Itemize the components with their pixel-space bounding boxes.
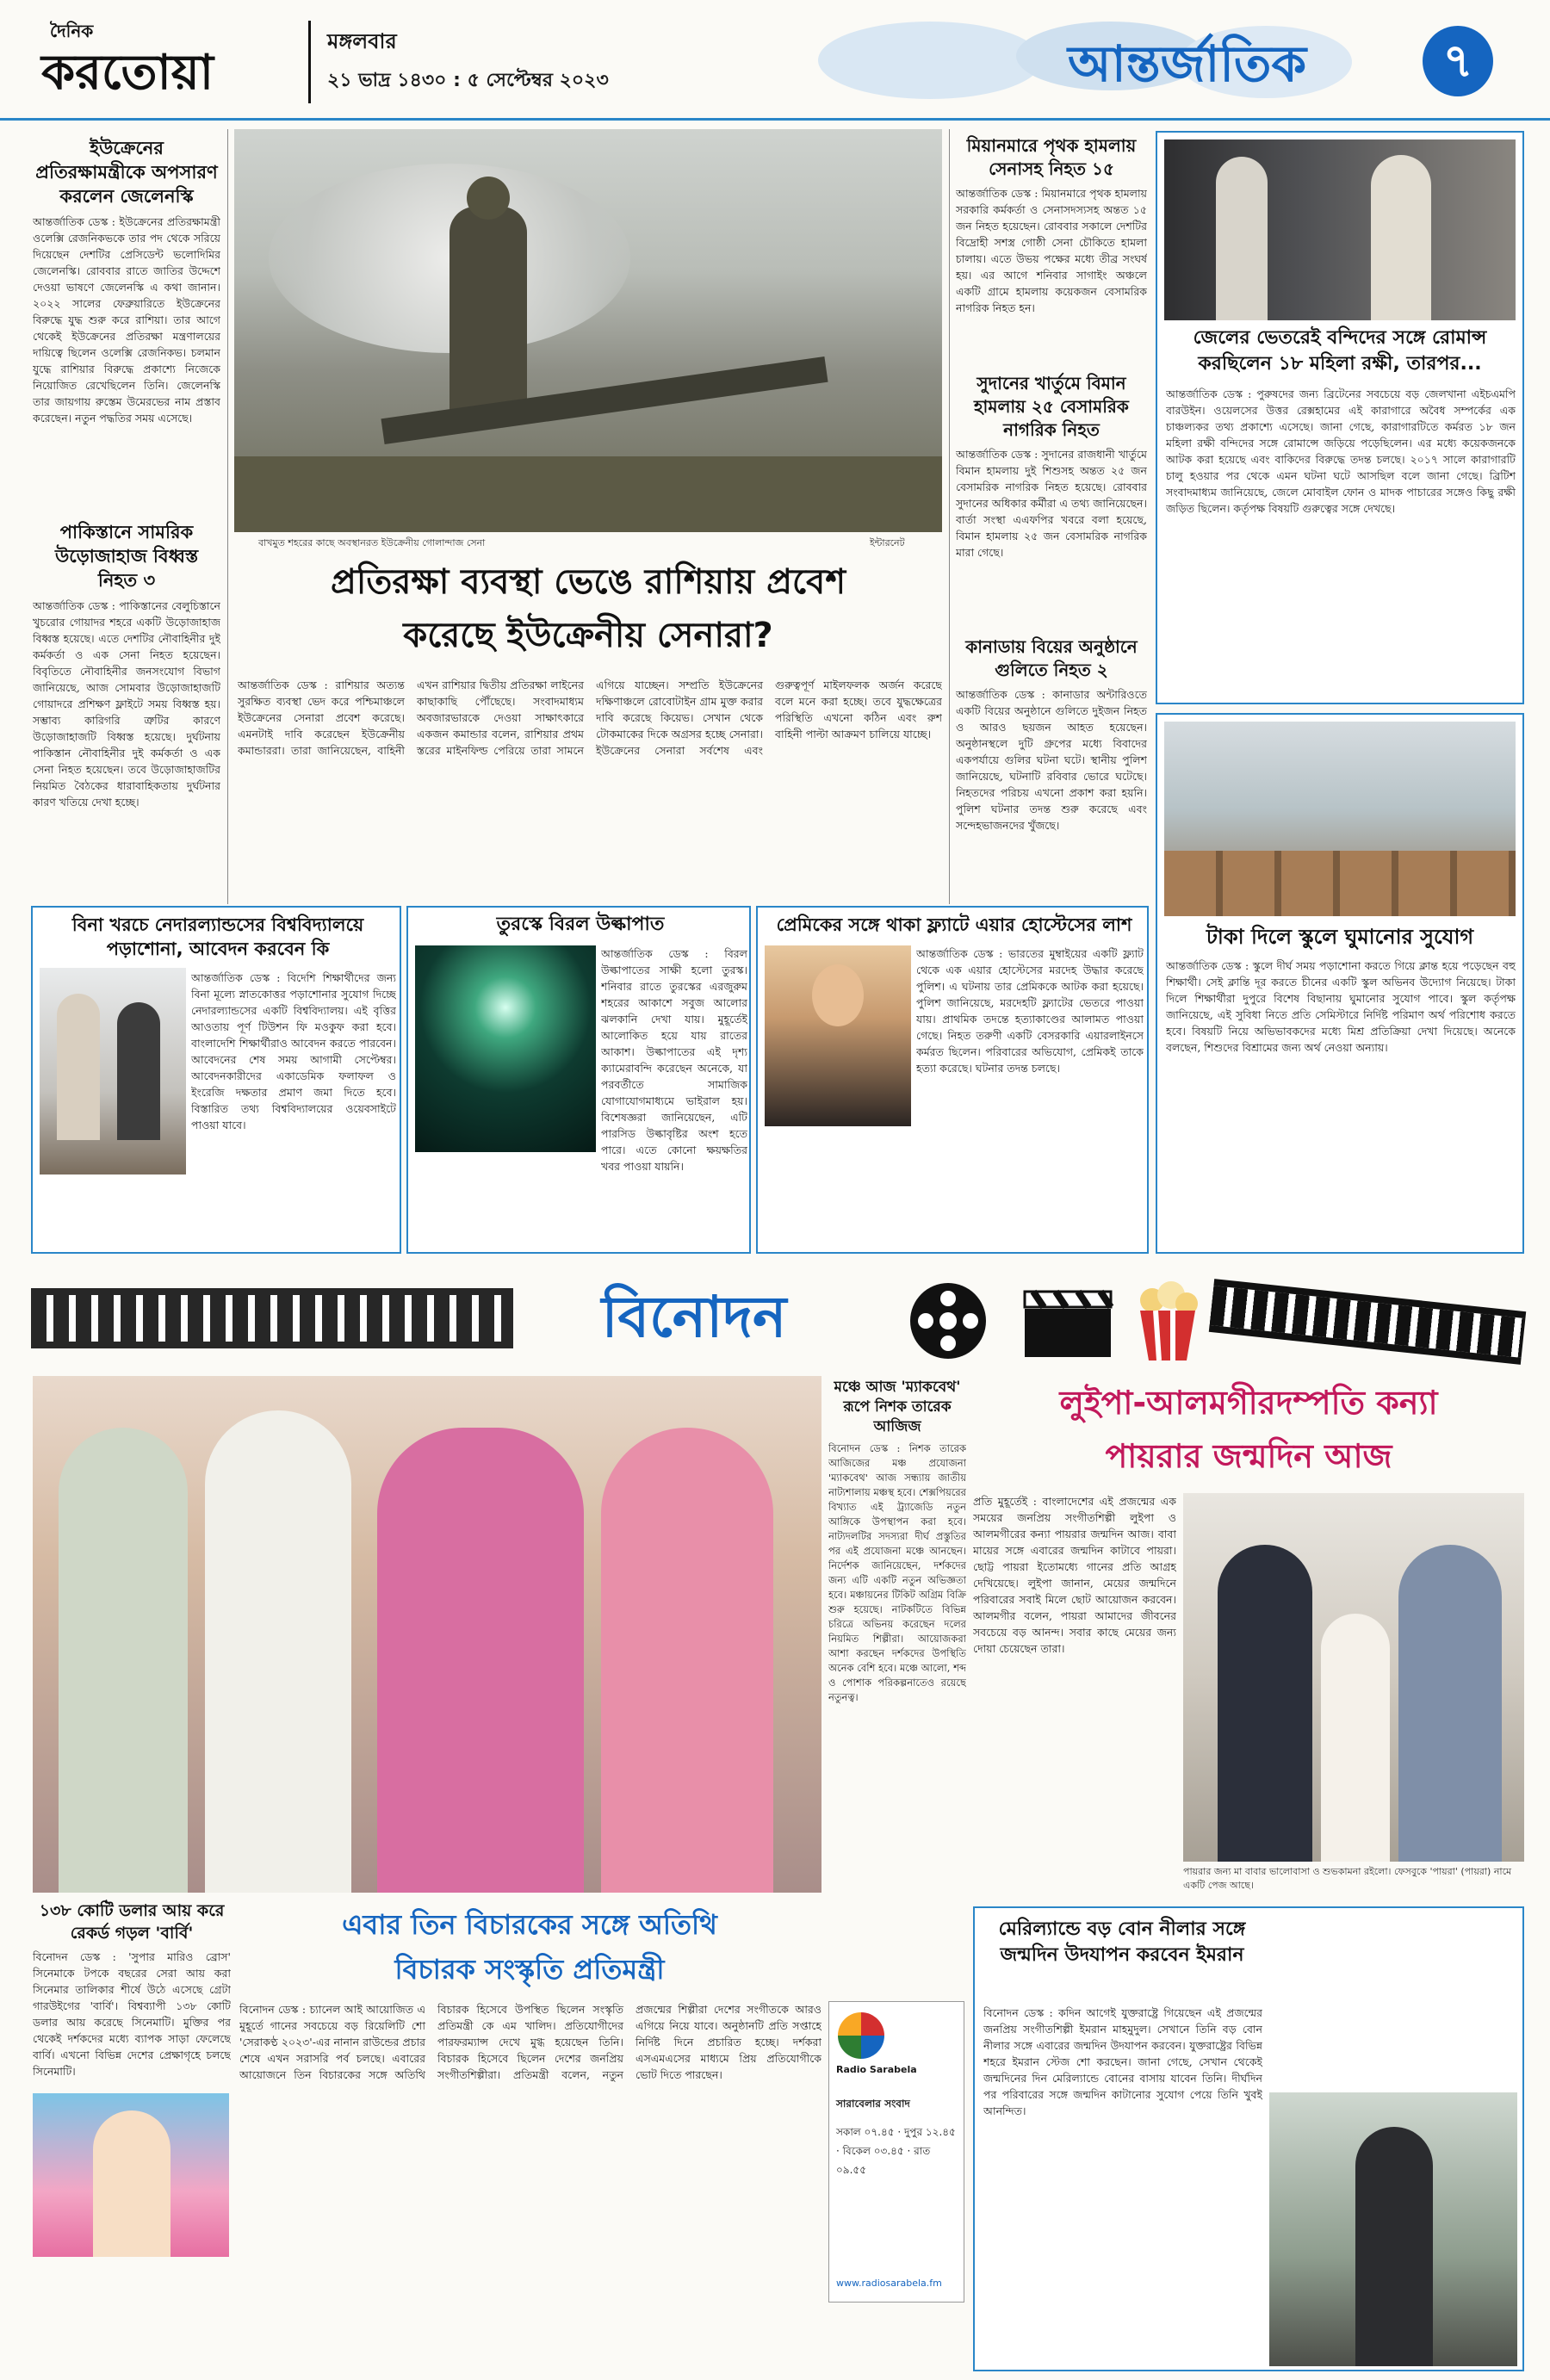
headline: বিনা খরচে নেদারল্যান্ডসের বিশ্ববিদ্যালয়ে পড়াশোনা, আবেদন করবেন কি — [71, 914, 364, 959]
banner-title: বিনোদন — [513, 1281, 875, 1354]
judge-headline-line2: বিচারক সংস্কৃতি প্রতিমন্ত্রী — [394, 1953, 665, 1986]
radio-times: সকাল ০৭.৪৫ · দুপুর ১২.৪৫ · বিকেল ০৩.৪৫ · রাত ০৯.৫৫ — [836, 2126, 956, 2176]
headline: ইউক্রেনের প্রতিরক্ষামন্ত্রীকে অপসারণ করলেন জেলেনস্কি — [35, 138, 218, 207]
masthead — [0, 0, 1550, 121]
jail-photo — [1164, 139, 1516, 320]
logo — [41, 19, 291, 101]
article-body: আন্তর্জাতিক ডেস্ক : ইউক্রেনের প্রতিরক্ষামন্ত্রী ওলেক্সি রেজনিকভকে তার পদ থেকে সরিয়ে দিয়েছেন দেশটির প্রেসিডেন্ট ভলোদিমির জেলেনস্কি। রোববার রাতে জাতির উদ্দেশে দেওয়া ভাষণে জেলেনস্কি এ কথা জানান। ২০২২ সালের ফেব্রুয়ারিতে ইউক্রেনের বিরুদ্ধে যুদ্ধ শুরু করে রাশিয়া। তার আগে থেকেই ইউক্রেনের প্রতিরক্ষা মন্ত্রণালয়ের দায়িত্বে ছিলেন ওলেক্সি রেজনিকভ। চলমান যুদ্ধে রাশিয়ার বিরুদ্ধে প্রকাশ্যে নিজেকে নিয়োজিত রেখেছিলেন তিনি। জেলেনস্কি তার জায়গায় রুস্তেম উমেরভের নাম প্রস্তাব করেছেন। নতুন পদ্ধতির সময় এসেছে। — [33, 215, 220, 425]
main-article-body: আন্তর্জাতিক ডেস্ক : রাশিয়ার অত্যন্ত সুরক্ষিত ব্যবস্থা ভেদ করে পশ্চিমাঞ্চলে ইউক্রেনের সেনারা প্রবেশ করেছে। এমনটাই দাবি করেছেন ইউক্রেনীয় কমান্ডাররা। তারা জানিয়েছেন, বাহিনী এখন রাশিয়ার দ্বিতীয় প্রতিরক্ষা লাইনের কাছাকাছি পৌঁছেছে। সংবাদমাধ্যম অবজারভারকে দেওয়া সাক্ষাৎকারে একজন কমান্ডার বলেন, রাশিয়ার প্রথম স্তরের মাইনফিল্ড পেরিয়ে তারা সামনে এগিয়ে যাচ্ছেন। সম্প্রতি ইউক্রেনের দক্ষিণাঞ্চলে রোবোটাইন গ্রাম মুক্ত করার দাবি করেছে কিয়েভ। সেখান থেকে টোকমাকের দিকে অগ্রসর হচ্ছে সেনারা। ইউক্রেনের সেনারা সর্বশেষ এবং গুরুত্বপূর্ণ মাইলফলক অর্জন করেছে বলে মনে করা হচ্ছে। তবে যুদ্ধক্ষেত্রের পরিস্থিতি এখনো কঠিন এবং রুশ বাহিনী পাল্টা আক্রমণ চালিয়ে যাচ্ছে। — [238, 679, 942, 757]
students-luggage-photo — [40, 968, 186, 1175]
article-jail-box — [1156, 131, 1524, 704]
logo-main: করতোয়া — [41, 45, 214, 101]
hostess-photo — [765, 945, 911, 1126]
meteor-photo — [415, 945, 596, 1152]
clapperboard-icon — [1021, 1286, 1116, 1360]
article-canada — [956, 635, 1147, 889]
headline: সুদানের খার্তুমে বিমান হামলায় ২৫ বেসামরিক নাগরিক নিহত — [974, 373, 1129, 440]
article-body: আন্তর্জাতিক ডেস্ক : স্কুলে দীর্ঘ সময় পড়াশোনা করতে গিয়ে ক্লান্ত হয়ে পড়েছেন বহু শিক্ষার্থী। সেই ক্লান্তি দূর করতে চীনের একটি স্কুল অভিনব উদ্যোগ নিয়েছে। টাকা দিলে শিক্ষার্থীরা দুপুরে বিশেষ বিছানায় ঘুমানোর সুযোগ পাবে। স্কুল কর্তৃপক্ষ জানিয়েছে, এই সুবিধা নিতে প্রতি সেমিস্টারে নির্দিষ্ট পরিমাণ অর্থ পরিশোধ করতে হবে। বিষয়টি নিয়ে অভিভাবকদের মধ্যে মিশ্র প্রতিক্রিয়া দেখা দিয়েছে। অনেকে বলছেন, শিশুদের বিশ্রামের জন্য অর্থ নেওয়া অন্যায়। — [1166, 959, 1516, 1054]
luipa-article-body: প্রতি মুহূর্তেই : বাংলাদেশের এই প্রজন্মের এক সময়ের জনপ্রিয় সংগীতশিল্পী লুইপা ও আলমগীরের কন্যা পায়রার জন্মদিন আজ। বাবা মায়ের সঙ্গে এবারের জন্মদিন কাটাবে পায়রা। ছোট্ট পায়রা ইতোমধ্যে গানের প্রতি আগ্রহ দেখিয়েছে। লুইপা জানান, মেয়ের জন্মদিনে পরিবারের সবাই মিলে ছোট আয়োজন করবেন। আলমগীর বলেন, পায়রা আমাদের জীবনের সবচেয়ে বড় আনন্দ। সবার কাছে মেয়ের জন্য দোয়া চেয়েছেন তারা। — [973, 1495, 1176, 1655]
barbie-photo — [33, 2093, 229, 2257]
section-title: আন্তর্জাতিক — [1068, 34, 1307, 93]
masthead-date: ২১ ভাদ্র ১৪৩০ : ৫ সেপ্টেম্বর ২০২৩ — [327, 70, 609, 91]
main-headline-line2: করেছে ইউক্রেনীয় সেনারা? — [403, 616, 773, 655]
celebrities-photo — [33, 1376, 822, 1893]
article-ukraine-minister — [33, 136, 220, 896]
headline: মিয়ানমারে পৃথক হামলায় সেনাসহ নিহত ১৫ — [966, 135, 1137, 179]
radio-ad — [828, 2001, 964, 2303]
radio-news-label: সারাবেলার সংবাদ — [836, 2098, 910, 2110]
film-strip-icon — [1209, 1279, 1526, 1365]
headline: ১৩৮ কোটি ডলার আয় করে রেকর্ড গড়ল 'বার্বি' — [39, 1901, 225, 1943]
logo-small: দৈনিক — [50, 21, 94, 41]
article-body: আন্তর্জাতিক ডেস্ক : মিয়ানমারে পৃথক হামলায় সরকারি কর্মকর্তা ও সেনাসদস্যসহ অন্তত ১৫ জন নিহত হয়েছেন। রোববার সকালে দেশটির বিদ্রোহী সশস্ত্র গোষ্ঠী সেনা চৌকিতে হামলা চালায়। এতে উভয় পক্ষের মধ্যে তীব্র সংঘর্ষ হয়। এর আগে শনিবার সাগাইং অঞ্চলে একটি গ্রামে হামলায় কয়েকজন বেসামরিক নাগরিক নিহত হন। — [956, 187, 1147, 314]
photo-caption: বাখমুত শহরের কাছে অবস্থানরত ইউক্রেনীয় গোলান্দাজ সেনা — [258, 537, 486, 549]
headline: প্রেমিকের সঙ্গে থাকা ফ্ল্যাটে এয়ার হোস্টেসের লাশ — [776, 914, 1132, 935]
judge-article-body: বিনোদন ডেস্ক : চ্যানেল আই আয়োজিত এ মুহূর্তে গানের সবচেয়ে বড় রিয়েলিটি শো 'সেরাকণ্ঠ ২০২৩'-এর নানান রাউন্ডের প্রচার শেষে এখন সরাসরি পর্ব চলছে। এবারের আয়োজনে তিন বিচারকের সঙ্গে অতিথি বিচারক হিসেবে উপস্থিত ছিলেন সংস্কৃতি প্রতিমন্ত্রী কে এম খালিদ। প্রতিযোগীদের পারফরম্যান্স দেখে মুগ্ধ হয়েছেন তিনি। বিচারক হিসেবে ছিলেন দেশের জনপ্রিয় সংগীতশিল্পীরা। প্রতিমন্ত্রী বলেন, নতুন প্রজন্মের শিল্পীরা দেশের সংগীতকে আরও এগিয়ে নিয়ে যাবে। অনুষ্ঠানটি প্রতি সপ্তাহে নির্দিষ্ট দিনে প্রচারিত হচ্ছে। দর্শকরা এসএমএসের মাধ্যমে প্রিয় প্রতিযোগীকে ভোট দিতে পারছেন। — [239, 2003, 822, 2081]
article-sudan — [956, 372, 1147, 646]
luipa-headline-line2: পায়রার জন্মদিন আজ — [1105, 1437, 1392, 1475]
radio-logo-icon — [838, 2012, 884, 2059]
article-body: আন্তর্জাতিক ডেস্ক : পাকিস্তানের বেলুচিস্তানে খুচরোর গোয়াদর শহরে একটি উড়োজাহাজ বিধ্বস্ত হয়েছে। এতে দেশটির নৌবাহিনীর দুই কর্মকর্তা ও এক সেনা নিহত হয়েছেন। বিবৃতিতে নৌবাহিনীর জনসংযোগ বিভাগ জানিয়েছে, আজ সোমবার উড়োজাহাজটি গোয়াদরে প্রশিক্ষণ ফ্লাইটে সময় বিধ্বস্ত হয়। সম্ভাব্য কারিগরি ত্রুটির কারণে উড়োজাহাজটি বিধ্বস্ত হয়েছে। দুর্ঘটনায় পাকিস্তান নৌবাহিনীর দুই কর্মকর্তা ও এক সেনা নিহত হয়েছেন। তবে উড়োজাহাজটির নিয়মিত বৈঠকের ধারাবাহিকতায় দুর্ঘটনার কারণ খতিয়ে দেখা হচ্ছে। — [33, 599, 220, 809]
luipa-headline-line1: লুইপা-আলমগীরদম্পতি কন্যা — [1059, 1384, 1438, 1422]
photo-credit: ইন্টারনেট — [870, 537, 905, 549]
article-body: আন্তর্জাতিক ডেস্ক : ভারতের মুম্বাইয়ের একটি ফ্ল্যাট থেকে এক এয়ার হোস্টেসের মরদেহ উদ্ধার করেছে পুলিশ। এ ঘটনায় তার প্রেমিককে আটক করা হয়েছে। পুলিশ জানিয়েছে, মরদেহটি ফ্ল্যাটের ভেতরে পাওয়া যায়। প্রাথমিক তদন্তে হত্যাকাণ্ডের আলামত পাওয়া গেছে। নিহত তরুণী একটি বেসরকারি এয়ারলাইনসে কর্মরত ছিলেন। পরিবারের অভিযোগ, প্রেমিকই তাকে হত্যা করেছে। ঘটনার তদন্ত চলছে। — [916, 947, 1144, 1075]
photo-caption: পায়রার জন্য মা বাবার ভালোবাসা ও শুভকামনা রইলো। ফেসবুকে 'পায়রা' (পায়রা) নামে একটি পেজ আছে। — [1183, 1866, 1512, 1891]
judge-headline-line1: এবার তিন বিচারকের সঙ্গে অতিথি — [342, 1908, 717, 1941]
film-reel-icon — [901, 1280, 995, 1362]
entertainment-banner — [31, 1273, 1524, 1367]
article-body: আন্তর্জাতিক ডেস্ক : পুরুষদের জন্য ব্রিটেনের সবচেয়ে বড় জেলখানা এইচএমপি বারউইন। ওয়েলসের উত্তর রেক্সহামের এই কারাগারে অবৈধ সম্পর্কের এক চাঞ্চল্যকর তথ্য প্রকাশ্যে এসেছে। জানা গেছে, কারাগারটিতে কর্মরত ১৮ জন মহিলা রক্ষী বন্দিদের সঙ্গে রোমান্সে জড়িয়ে পড়েছিলেন। এর মধ্যে কয়েকজনকে আটক করা হয়েছে এবং বাকিদের বিরুদ্ধে তদন্ত চলছে। ২০১৭ সালে কারাগারটি চালু হওয়ার পর থেকে এমন ঘটনা ঘটে আসছিল বলে জানা গেছে। ব্রিটিশ সংবাদমাধ্যম জানিয়েছে, জেলে মোবাইল ফোন ও মাদক পাচারের সঙ্গেও কিছু রক্ষী জড়িত ছিলেন। কর্তৃপক্ষ বিষয়টি গুরুত্বের সঙ্গে দেখছে। — [1166, 387, 1516, 515]
family-photo — [1183, 1493, 1524, 1862]
article-body: আন্তর্জাতিক ডেস্ক : বিদেশি শিক্ষার্থীদের জন্য বিনা মূল্যে স্নাতকোত্তর পড়াশোনার সুযোগ দিচ্ছে নেদারল্যান্ডসের একটি বিশ্ববিদ্যালয়। এই বৃত্তির আওতায় পূর্ণ টিউশন ফি মওকুফ করা হবে। বাংলাদেশি শিক্ষার্থীরাও আবেদন করতে পারবেন। আবেদনের শেষ সময় আগামী সেপ্টেম্বর। আবেদনকারীদের একাডেমিক ফলাফল ও ইংরেজি দক্ষতার প্রমাণ জমা দিতে হবে। বিস্তারিত তথ্য বিশ্ববিদ্যালয়ের ওয়েবসাইটে পাওয়া যাবে। — [191, 971, 396, 1131]
soldier-artillery-photo — [234, 129, 942, 532]
page-number: ৭ — [1423, 26, 1493, 96]
headline: মঞ্চে আজ 'ম্যাকবেথ' রূপে নিশক তারেক আজিজ — [834, 1379, 961, 1435]
article-imran-box — [973, 1906, 1524, 2371]
headline: মেরিল্যান্ডে বড় বোন নীলার সঙ্গে জন্মদিন উদযাপন করবেন ইমরান — [998, 1918, 1246, 1966]
headline: কানাডায় বিয়ের অনুষ্ঠানে গুলিতে নিহত ২ — [965, 636, 1138, 680]
radio-url[interactable]: www.radiosarabela.fm — [836, 2278, 942, 2289]
main-headline-line1: প্রতিরক্ষা ব্যবস্থা ভেঙে রাশিয়ায় প্রবেশ — [331, 562, 846, 602]
headline: তুরস্কে বিরল উল্কাপাত — [496, 914, 665, 935]
headline: টাকা দিলে স্কুলে ঘুমানোর সুযোগ — [1206, 925, 1474, 949]
article-netherlands-box — [31, 906, 401, 1254]
article-sleep-box — [1156, 713, 1524, 1254]
article-barbie — [33, 1900, 231, 2368]
classroom-photo — [1164, 722, 1516, 916]
headline: পাকিস্তানে সামরিক উড়োজাহাজ বিধ্বস্ত নিহত ৩ — [54, 522, 199, 591]
article-hostess-box — [756, 906, 1149, 1254]
article-body: বিনোদন ডেস্ক : নিশক তারেক আজিজের মঞ্চ প্রযোজনা 'ম্যাকবেথ' আজ সন্ধ্যায় জাতীয় নাট্যশালায় মঞ্চস্থ হবে। শেক্সপিয়রের বিখ্যাত এই ট্র্যাজেডি নতুন আঙ্গিকে উপস্থাপন করা হবে। নাট্যদলটির সদস্যরা দীর্ঘ প্রস্তুতির পর এই প্রযোজনা মঞ্চে আনছেন। নির্দেশক জানিয়েছেন, দর্শকদের জন্য এটি একটি নতুন অভিজ্ঞতা হবে। মঞ্চায়নের টিকিট অগ্রিম বিক্রি শুরু হয়েছে। নাটকটিতে বিভিন্ন চরিত্রে অভিনয় করেছেন দলের নিয়মিত শিল্পীরা। আয়োজকরা আশা করছেন দর্শকদের উপস্থিতি অনেক বেশি হবে। মঞ্চে আলো, শব্দ ও পোশাক পরিকল্পনাতেও রয়েছে নতুনত্ব। — [828, 1442, 966, 1703]
popcorn-icon — [1133, 1281, 1202, 1362]
headline: জেলের ভেতরেই বন্দিদের সঙ্গে রোমান্স করছিলেন ১৮ মহিলা রক্ষী, তারপর... — [1193, 327, 1487, 375]
article-myanmar — [956, 134, 1147, 379]
article-body: আন্তর্জাতিক ডেস্ক : বিরল উল্কাপাতের সাক্ষী হলো তুরস্ক। শনিবার রাতে তুরস্কের এরজুরুম শহরের আকাশে সবুজ আলোর ঝলকানি দেখা যায়। মুহূর্তেই আলোকিত হয়ে যায় রাতের আকাশ। উল্কাপাতের এই দৃশ্য ক্যামেরাবন্দি করেছেন অনেকে, যা পরবর্তীতে সামাজিক যোগাযোগমাধ্যমে ভাইরাল হয়। বিশেষজ্ঞরা জানিয়েছেন, এটি পারসিড উল্কাবৃষ্টির অংশ হতে পারে। এতে কোনো ক্ষয়ক্ষতির খবর পাওয়া যায়নি। — [601, 947, 747, 1173]
imran-photo — [1269, 2092, 1517, 2366]
radio-name: Radio Sarabela — [836, 2064, 917, 2075]
masthead-day: মঙ্গলবার — [327, 29, 397, 53]
article-body: বিনোদন ডেস্ক : 'সুপার মারিও ব্রোস' সিনেমাকে টপকে বছরের সেরা আয় করা সিনেমার তালিকার শীর্ষে উঠে এসেছে গ্রেটা গারউইগের 'বার্বি'। বিশ্বব্যাপী ১৩৮ কোটি ডলার আয় করেছে সিনেমাটি। মুক্তির পর থেকেই দর্শকদের মধ্যে ব্যাপক সাড়া ফেলেছে বার্বি। এখনো বিভিন্ন দেশের প্রেক্ষাগৃহে চলছে সিনেমাটি। — [33, 1950, 231, 2078]
article-turkey-box — [406, 906, 751, 1254]
article-body: আন্তর্জাতিক ডেস্ক : কানাডার অন্টারিওতে একটি বিয়ের অনুষ্ঠানে গুলিতে দুইজন নিহত ও আরও ছয়জন আহত হয়েছেন। অনুষ্ঠানস্থলে দুটি গ্রুপের মধ্যে বিবাদের একপর্যায়ে গুলির ঘটনা ঘটে। স্থানীয় পুলিশ জানিয়েছে, ঘটনাটি রবিবার ভোরে ঘটেছে। নিহতদের পরিচয় এখনো প্রকাশ করা হয়নি। পুলিশ ঘটনার তদন্ত শুরু করেছে এবং সন্দেহভাজনদের খুঁজছে। — [956, 688, 1147, 832]
article-body: বিনোদন ডেস্ক : কদিন আগেই যুক্তরাষ্ট্রে গিয়েছেন এই প্রজন্মের জনপ্রিয় সংগীতশিল্পী ইমরান মাহমুদুল। সেখানে তিনি বড় বোন নীলার সঙ্গে এবারের জন্মদিন উদযাপন করবেন। যুক্তরাষ্ট্রের বিভিন্ন শহরে ইমরান স্টেজ শো করছেন। জানা গেছে, সেখান থেকেই জন্মদিনের দিন মেরিল্যান্ডে বোনের বাসায় যাবেন তিনি। দীর্ঘদিন পর পরিবারের সঙ্গে জন্মদিন কাটানোর সুযোগ পেয়ে তিনি খুবই আনন্দিত। — [983, 2006, 1262, 2117]
article-nishat — [828, 1378, 966, 2368]
article-body: আন্তর্জাতিক ডেস্ক : সুদানের রাজধানী খার্তুমে বিমান হামলায় দুই শিশুসহ অন্তত ২৫ জন বেসামরিক নাগরিক নিহত হয়েছে। রোববার সুদানের অধিকার কর্মীরা এ তথ্য জানিয়েছেন। বার্তা সংস্থা এএফপির খবরে বলা হয়েছে, বিমান হামলায় ২৫ জন বেসামরিক নাগরিক মারা গেছে। — [956, 448, 1147, 559]
